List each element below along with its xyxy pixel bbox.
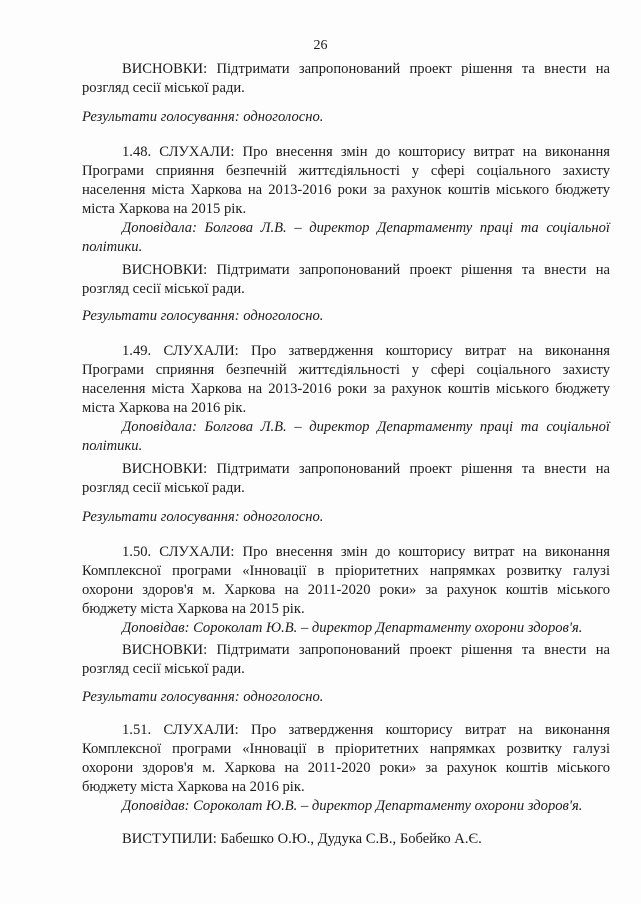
conclusion-line: ВИСНОВКИ: Підтримати запропонований проект рішення та внести на: [122, 61, 610, 77]
speaker-line: політики.: [82, 239, 143, 255]
item-line: Комплексної програми «Інновації в пріоритетних напрямках розвитку галузі: [82, 741, 610, 757]
speaker-line: Доповідав: Сороколат Ю.В. – директор Департаменту охорони здоров'я.: [122, 798, 583, 814]
conclusion-line: розгляд сесії міської ради.: [82, 480, 245, 496]
item-line: охорони здоров'я м. Харкова на 2011-2020 роки» за рахунок коштів міського: [82, 760, 610, 776]
agenda-item-1-49: [82, 342, 610, 418]
item-line: міста Харкова на 2016 рік.: [82, 400, 247, 416]
speaker-note: [82, 619, 610, 638]
item-line: 1.50. СЛУХАЛИ: Про внесення змін до кошторису витрат на виконання: [122, 544, 610, 560]
conclusion-paragraph: [82, 460, 610, 498]
item-line: 1.49. СЛУХАЛИ: Про затвердження кошторису витрат на виконання: [122, 343, 610, 359]
conclusion-paragraph: [82, 60, 610, 98]
conclusion-paragraph: [82, 641, 610, 679]
conclusion-paragraph: [82, 261, 610, 299]
page-number: 26: [313, 38, 328, 53]
item-line: населення міста Харкова на 2013-2016 роки за рахунок коштів міського бюджету: [82, 381, 610, 397]
speaker-line: політики.: [82, 438, 143, 454]
vote-result: Результати голосування: одноголосно.: [82, 308, 324, 324]
item-line: бюджету міста Харкова на 2015 рік.: [82, 601, 305, 617]
vote-result: Результати голосування: одноголосно.: [82, 109, 324, 125]
conclusion-line: розгляд сесії міської ради.: [82, 281, 245, 297]
agenda-item-1-50: [82, 543, 610, 619]
agenda-item-1-48: [82, 143, 610, 219]
conclusion-line: ВИСНОВКИ: Підтримати запропонований проект рішення та внести на: [122, 461, 610, 477]
speaker-line: Доповідала: Болгова Л.В. – директор Департаменту праці та соціальної: [122, 419, 610, 435]
speaker-note: [82, 797, 610, 816]
conclusion-line: розгляд сесії міської ради.: [82, 661, 245, 677]
item-line: бюджету міста Харкова на 2016 рік.: [82, 779, 305, 795]
vote-result: Результати голосування: одноголосно.: [82, 689, 324, 705]
speaker-note: [82, 418, 610, 456]
speakers-paragraph: [82, 830, 610, 849]
item-line: Програми сприяння безпечній життєдіяльності у сфері соціального захисту: [82, 362, 610, 378]
speaker-line: Доповідав: Сороколат Ю.В. – директор Департаменту охорони здоров'я.: [122, 620, 583, 636]
agenda-item-1-51: [82, 721, 610, 797]
item-line: Програми сприяння безпечній життєдіяльності у сфері соціального захисту: [82, 163, 610, 179]
speaker-line: Доповідала: Болгова Л.В. – директор Департаменту праці та соціальної: [122, 220, 610, 236]
conclusion-line: розгляд сесії міської ради.: [82, 80, 245, 96]
item-line: населення міста Харкова на 2013-2016 роки за рахунок коштів міського бюджету: [82, 182, 610, 198]
speaker-note: [82, 219, 610, 257]
item-line: 1.48. СЛУХАЛИ: Про внесення змін до кошторису витрат на виконання: [122, 144, 610, 160]
item-line: 1.51. СЛУХАЛИ: Про затвердження кошторису витрат на виконання: [122, 722, 610, 738]
conclusion-line: ВИСНОВКИ: Підтримати запропонований проект рішення та внести на: [122, 262, 610, 278]
item-line: охорони здоров'я м. Харкова на 2011-2020 роки» за рахунок коштів міського: [82, 582, 610, 598]
item-line: Комплексної програми «Інновації в пріоритетних напрямках розвитку галузі: [82, 563, 610, 579]
conclusion-line: ВИСНОВКИ: Підтримати запропонований проект рішення та внести на: [122, 642, 610, 658]
vote-result: Результати голосування: одноголосно.: [82, 509, 324, 525]
item-line: міста Харкова на 2015 рік.: [82, 201, 247, 217]
speakers-line: ВИСТУПИЛИ: Бабешко О.Ю., Дудука С.В., Бобейко А.Є.: [122, 831, 482, 847]
